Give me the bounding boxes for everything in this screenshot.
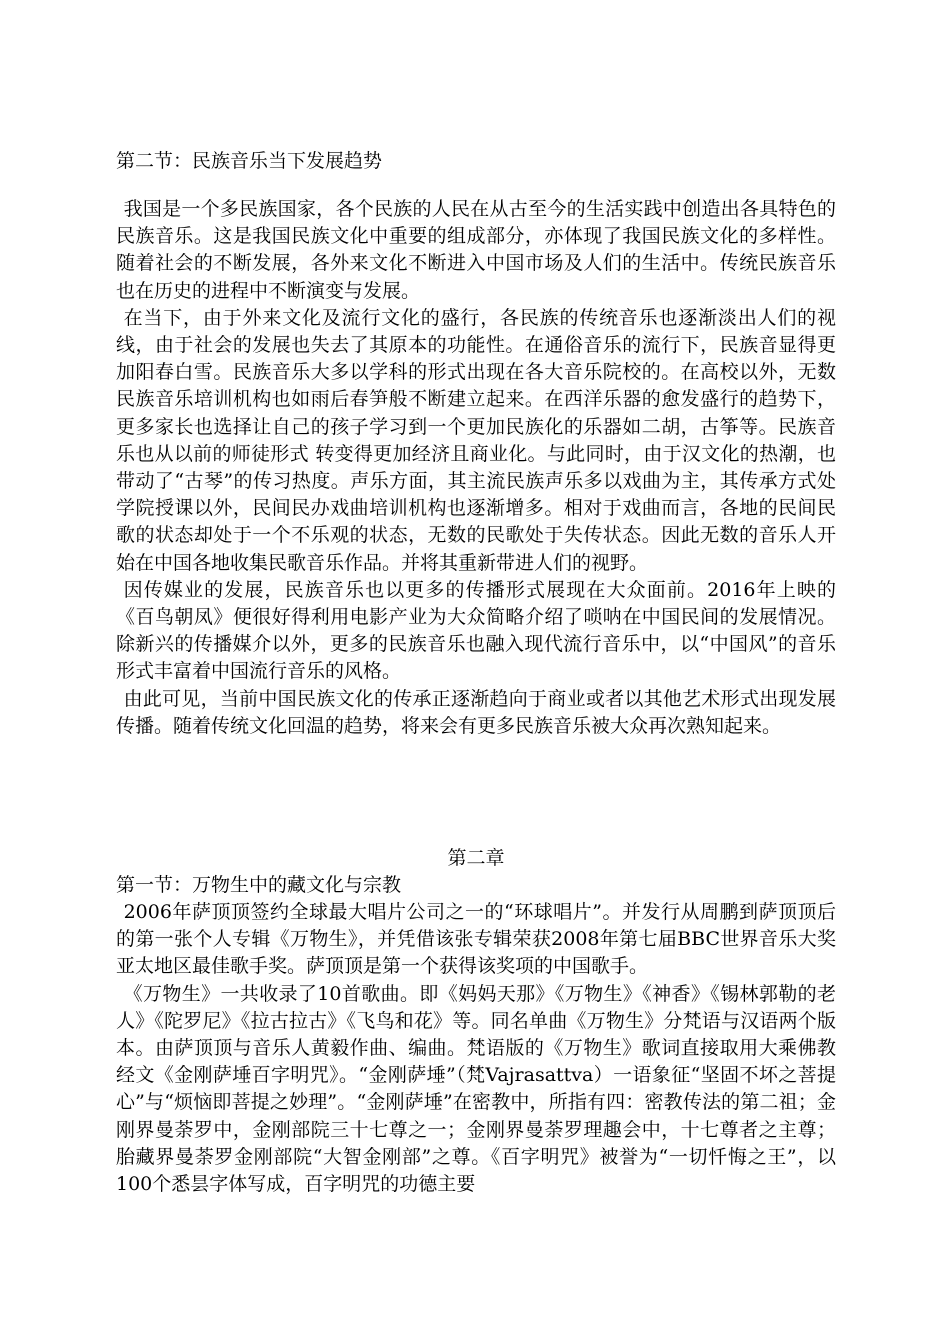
paragraph: 在当下，由于外来文化及流行文化的盛行，各民族的传统音乐也逐渐淡出人们的视线，由于社会的发展也失去了其原本的功能性。在通俗音乐的流行下，民族音显得更加阳春白雪。民族音乐大多以学科的形式出现在各大音乐院校的。在高校以外，无数民族音乐培训机构也如雨后春笋般不断建立起来。在西洋乐器的愈发盛行的趋势下，更多家长也选择让自己的孩子学习到一个更加民族化的乐器如二胡，古筝等。民族音乐也从以前的师徒形式 转变得更加经济且商业化。与此同时，由于汉文化的热潮，也带动了“古琴”的传习热度。声乐方面，其主流民族声乐多以戏曲为主，其传承方式处学院授课以外，民间民办戏曲培训机构也逐渐增多。相对于戏曲而言，各地的民间民歌的状态却处于一个不乐观的状态，无数的民歌处于失传状态。因此无数的音乐人开始在中国各地收集民歌音乐作品。并将其重新带进人们的视野。 <box>116 306 836 574</box>
paragraph: 因传媒业的发展，民族音乐也以更多的传播形式展现在大众面前。2016年上映的《百鸟朝凤》便很好得利用电影产业为大众简略介绍了唢呐在中国民间的发展情况。除新兴的传播媒介以外，更多的民族音乐也融入现代流行音乐中，以“中国风”的音乐形式丰富着中国流行音乐的风格。 <box>116 578 836 683</box>
paragraph: 《万物生》一共收录了10首歌曲。即《妈妈天那》《万物生》《神香》《锡林郭勒的老人》《陀罗尼》《拉古拉古》《飞鸟和花》等。同名单曲《万物生》分梵语与汉语两个版本。由萨顶顶与音乐人黄毅作曲、编曲。梵语版的《万物生》歌词直接取用大乘佛教经文《金刚萨埵百字明咒》。“金刚萨埵”（梵Vajrasattva）一语象征“坚固不坏之菩提心”与“烦恼即菩提之妙理”。“金刚萨埵”在密教中，所指有四：密教传法的第二祖；金刚界曼荼罗中，金刚部院三十七尊之一；金刚界曼荼罗理趣会中，十七尊者之主尊；胎藏界曼荼罗金刚部院“大智金刚部”之尊。《百字明咒》被誉为“一切忏悔之王”，以100个悉昙字体写成，百字明咒的功德主要 <box>116 982 836 1196</box>
section-heading: 第二节：民族音乐当下发展趋势 <box>116 150 383 172</box>
section-national-music-trends <box>116 148 836 740</box>
paragraph: 我国是一个多民族国家，各个民族的人民在从古至今的生活实践中创造出各具特色的民族音乐。这是我国民族文化中重要的组成部分，亦体现了我国民族文化的多样性。随着社会的不断发展，各外来文化不断进入中国市场及人们的生活中。传统民族音乐也在历史的进程中不断演变与发展。 <box>116 198 836 302</box>
paragraph: 2006年萨顶顶签约全球最大唱片公司之一的“环球唱片”。并发行从周鹏到萨顶顶后的第一张个人专辑《万物生》，并凭借该张专辑荣获2008年第七届BBC世界音乐大奖亚太地区最佳歌手奖。萨顶顶是第一个获得该奖项的中国歌手。 <box>116 901 836 978</box>
chapter-title: 第二章 <box>447 847 505 869</box>
chapter-two <box>116 845 836 1198</box>
paragraph: 由此可见，当前中国民族文化的传承正逐渐趋向于商业或者以其他艺术形式出现发展传播。随着传统文化回温的趋势，将来会有更多民族音乐被大众再次熟知起来。 <box>116 687 836 737</box>
section-heading: 第一节：万物生中的藏文化与宗教 <box>116 874 402 896</box>
